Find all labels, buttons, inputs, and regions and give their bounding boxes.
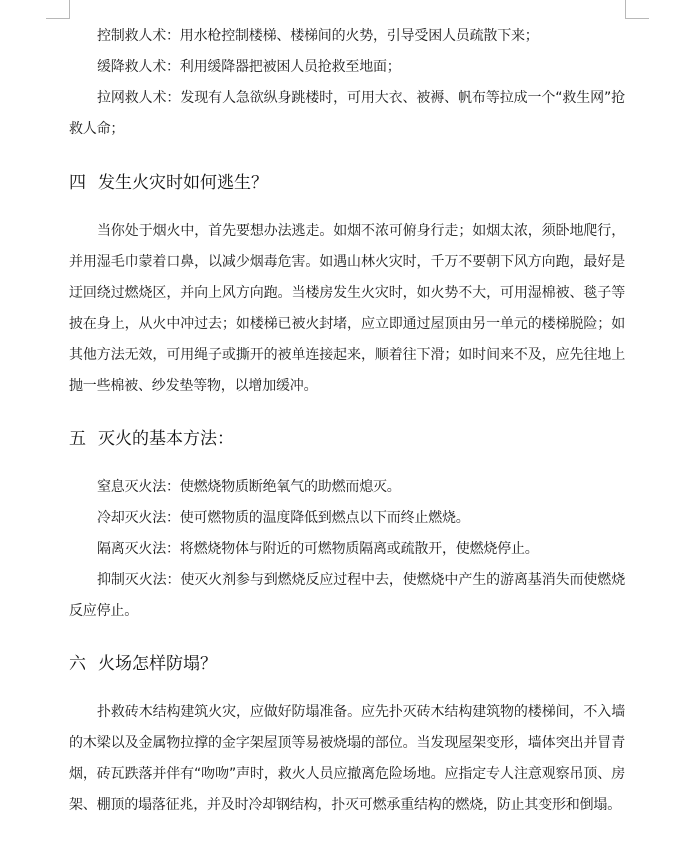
section-title: 灭火的基本方法： [98,429,234,449]
rescue-item-net: 拉网救人术：发现有人急欲纵身跳楼时，可用大衣、被褥、帆布等拉成一个“救生网”抢救人命； [69,90,625,137]
section-heading-methods [69,424,625,454]
rescue-item-descent: 缓降救人术：利用缓降器把被困人员抢救至地面； [97,59,401,75]
method-item-suffocation: 窒息灭火法：使燃烧物质断绝氧气的助燃而熄灭。 [97,479,401,495]
section-title: 火场怎样防塌？ [98,654,217,674]
crop-mark-right-horizontal [625,18,649,19]
escape-paragraph: 当你处于烟火中，首先要想办法逃走。如烟不浓可俯身行走；如烟太浓，须卧地爬行，并用湿毛巾蒙着口鼻，以减少烟毒危害。如遇山林火灾时，千万不要朝下风方向跑，最好是迂回绕过燃烧区，并向上风方向跑。当楼房发生火灾时，如火势不大，可用湿棉被、毯子等披在身上，从火中冲过去；如楼梯已被火封堵，应立即通过屋顶由另一单元的楼梯脱险；如其他方法无效，可用绳子或撕开的被单连接起来，顺着往下滑；如时间来不及，应先往地上抛一些棉被、纱发垫等物，以增加缓冲。 [69,223,625,394]
document-page [69,0,625,821]
crop-mark-right-vertical [625,0,626,18]
section-number: 六 [69,654,86,674]
crop-mark-left-horizontal [46,18,70,19]
section-heading-escape [69,168,625,198]
rescue-item-control: 控制救人术：用水枪控制楼梯、楼梯间的火势，引导受困人员疏散下来； [97,28,539,44]
method-item-cooling: 冷却灭火法：使可燃物质的温度降低到燃点以下而终止燃烧。 [97,510,470,526]
collapse-paragraph: 扑救砖木结构建筑火灾，应做好防塌准备。应先扑灭砖木结构建筑物的楼梯间，不入墙的木梁以及金属物拉撑的金字架屋顶等易被烧塌的部位。当发现屋架变形，墙体突出并冒青烟，砖瓦跌落并伴有“吻吻”声时，救火人员应撤离危险场地。应指定专人注意观察吊顶、房架、棚顶的塌落征兆，并及时冷却钢结构，扑灭可燃承重结构的燃烧，防止其变形和倒塌。 [69,704,625,813]
method-item-inhibition: 抑制灭火法：使灭火剂参与到燃烧反应过程中去，使燃烧中产生的游离基消失而使燃烧反应停止。 [69,572,625,619]
section-title: 发生火灾时如何逃生？ [98,173,268,193]
section-number: 四 [69,173,86,193]
method-item-isolation: 隔离灭火法：将燃烧物体与附近的可燃物质隔离或疏散开，使燃烧停止。 [97,541,539,557]
methods-list [69,472,625,627]
section-heading-collapse [69,649,625,679]
section-number: 五 [69,429,86,449]
rescue-list [69,21,625,145]
